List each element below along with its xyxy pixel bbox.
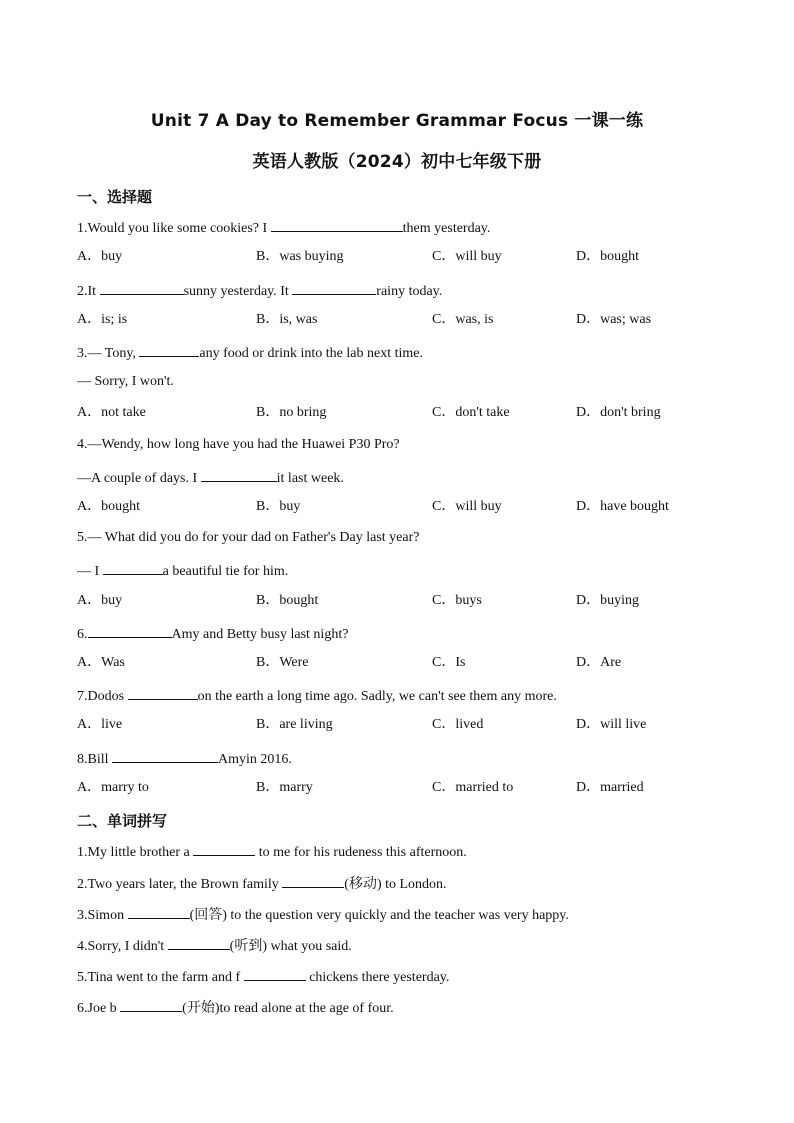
page-title: Unit 7 A Day to Remember Grammar Focus 一课一练 (150, 111, 644, 131)
question-5: 5.— What did you do for your dad on Father's Day last year? (77, 530, 420, 545)
spelling-item-1 (77, 841, 467, 862)
question-4: 4.—Wendy, how long have you had the Huawei P30 Pro? (77, 437, 400, 452)
item-text: 3.Simon (77, 908, 128, 923)
options-question-8 (77, 779, 737, 797)
option-d[interactable]: D．bought (576, 249, 639, 264)
options-question-7 (77, 716, 737, 734)
item-text: 5.Tina went to the farm and f (77, 970, 244, 985)
option-b[interactable]: B．no bring (256, 405, 327, 420)
answer-blank[interactable] (282, 873, 344, 888)
option-d[interactable]: D．don't bring (576, 405, 661, 420)
option-a[interactable]: A．live (77, 717, 123, 732)
item-text: 6.Joe b (77, 1001, 121, 1016)
answer-blank[interactable] (193, 841, 255, 856)
answer-blank (128, 685, 198, 700)
question-text: 8.Bill (77, 752, 113, 767)
question-text: it last week. (276, 471, 344, 486)
spelling-item-6 (77, 997, 394, 1018)
question-7 (77, 685, 557, 706)
answer-blank[interactable] (168, 935, 230, 950)
option-b[interactable]: B．marry (256, 780, 313, 795)
answer-blank[interactable] (120, 997, 182, 1012)
question-text: Amy and Betty busy last night? (171, 627, 349, 642)
option-a[interactable]: A．is; is (77, 312, 128, 327)
question-text: rainy today. (376, 284, 443, 299)
option-a[interactable]: A．buy (77, 593, 123, 608)
option-b[interactable]: B．are living (256, 717, 333, 732)
question-6 (77, 623, 348, 644)
question-1 (77, 217, 490, 238)
option-c[interactable]: C．don't take (432, 405, 510, 420)
options-question-4 (77, 498, 737, 516)
question-text: a beautiful tie for him. (162, 564, 289, 579)
question-text: —A couple of days. I (77, 471, 201, 486)
question-text: on the earth a long time ago. Sadly, we can't see them any more. (197, 689, 557, 704)
option-d[interactable]: D．Are (576, 655, 622, 670)
item-text: 1.My little brother a (77, 845, 194, 860)
option-b[interactable]: B．bought (256, 593, 319, 608)
option-a[interactable]: A．marry to (77, 780, 149, 795)
question-5-reply (77, 560, 288, 581)
question-text: sunny yesterday. It (183, 284, 293, 299)
item-text: to me for his rudeness this afternoon. (255, 845, 467, 860)
options-question-1 (77, 248, 737, 266)
options-question-6 (77, 654, 737, 672)
option-d[interactable]: D．buying (576, 593, 639, 608)
option-c[interactable]: C．Is (432, 655, 466, 670)
option-d[interactable]: D．will live (576, 717, 647, 732)
item-text: chickens there yesterday. (305, 970, 450, 985)
question-text: 7.Dodos (77, 689, 128, 704)
question-text: 2.It (77, 284, 100, 299)
option-c[interactable]: C．was, is (432, 312, 494, 327)
answer-blank (292, 280, 376, 295)
option-c[interactable]: C．lived (432, 717, 484, 732)
question-2 (77, 280, 442, 301)
option-a[interactable]: A．not take (77, 405, 146, 420)
option-d[interactable]: D．married (576, 780, 644, 795)
spelling-item-5 (77, 966, 449, 987)
option-c[interactable]: C．will buy (432, 249, 502, 264)
item-text: (开始)to read alone at the age of four. (182, 1001, 394, 1016)
item-text: (移动) to London. (344, 877, 447, 892)
answer-blank (100, 280, 184, 295)
options-question-3 (77, 404, 737, 422)
item-text: (回答) to the question very quickly and the teacher was very happy. (189, 908, 569, 923)
option-a[interactable]: A．buy (77, 249, 123, 264)
question-8 (77, 748, 292, 769)
answer-blank (201, 467, 277, 482)
answer-blank[interactable] (244, 966, 306, 981)
question-text: 1.Would you like some cookies? I (77, 221, 271, 236)
question-3-reply: — Sorry, I won't. (77, 374, 174, 389)
option-b[interactable]: B．is, was (256, 312, 318, 327)
answer-blank (271, 217, 403, 232)
item-text: 4.Sorry, I didn't (77, 939, 168, 954)
answer-blank (139, 342, 199, 357)
spelling-item-4 (77, 935, 352, 956)
question-4-reply (77, 467, 344, 488)
options-question-5 (77, 592, 737, 610)
option-b[interactable]: B．buy (256, 499, 301, 514)
answer-blank[interactable] (128, 904, 190, 919)
spelling-item-3 (77, 904, 569, 925)
question-3 (77, 342, 423, 363)
section-heading-choice: 一、选择题 (77, 188, 153, 206)
spelling-item-2 (77, 873, 447, 894)
answer-blank (88, 623, 172, 638)
item-text: (听到) what you said. (229, 939, 352, 954)
item-text: 2.Two years later, the Brown family (77, 877, 283, 892)
option-d[interactable]: D．have bought (576, 499, 669, 514)
option-a[interactable]: A．bought (77, 499, 140, 514)
section-heading-spelling: 二、单词拼写 (77, 812, 168, 830)
option-a[interactable]: A．Was (77, 655, 125, 670)
answer-blank (112, 748, 218, 763)
question-text: Amyin 2016. (218, 752, 292, 767)
question-text: 3.— Tony, (77, 346, 140, 361)
question-text: — I (77, 564, 103, 579)
option-c[interactable]: C．will buy (432, 499, 502, 514)
option-b[interactable]: B．was buying (256, 249, 344, 264)
answer-blank (103, 560, 163, 575)
options-question-2 (77, 311, 737, 329)
question-text: any food or drink into the lab next time. (199, 346, 423, 361)
option-c[interactable]: C．buys (432, 593, 482, 608)
option-c[interactable]: C．married to (432, 780, 514, 795)
page-subtitle: 英语人教版（2024）初中七年级下册 (252, 152, 542, 172)
option-d[interactable]: D．was; was (576, 312, 652, 327)
question-text: 6. (77, 627, 88, 642)
question-text: them yesterday. (402, 221, 491, 236)
option-b[interactable]: B．Were (256, 655, 309, 670)
